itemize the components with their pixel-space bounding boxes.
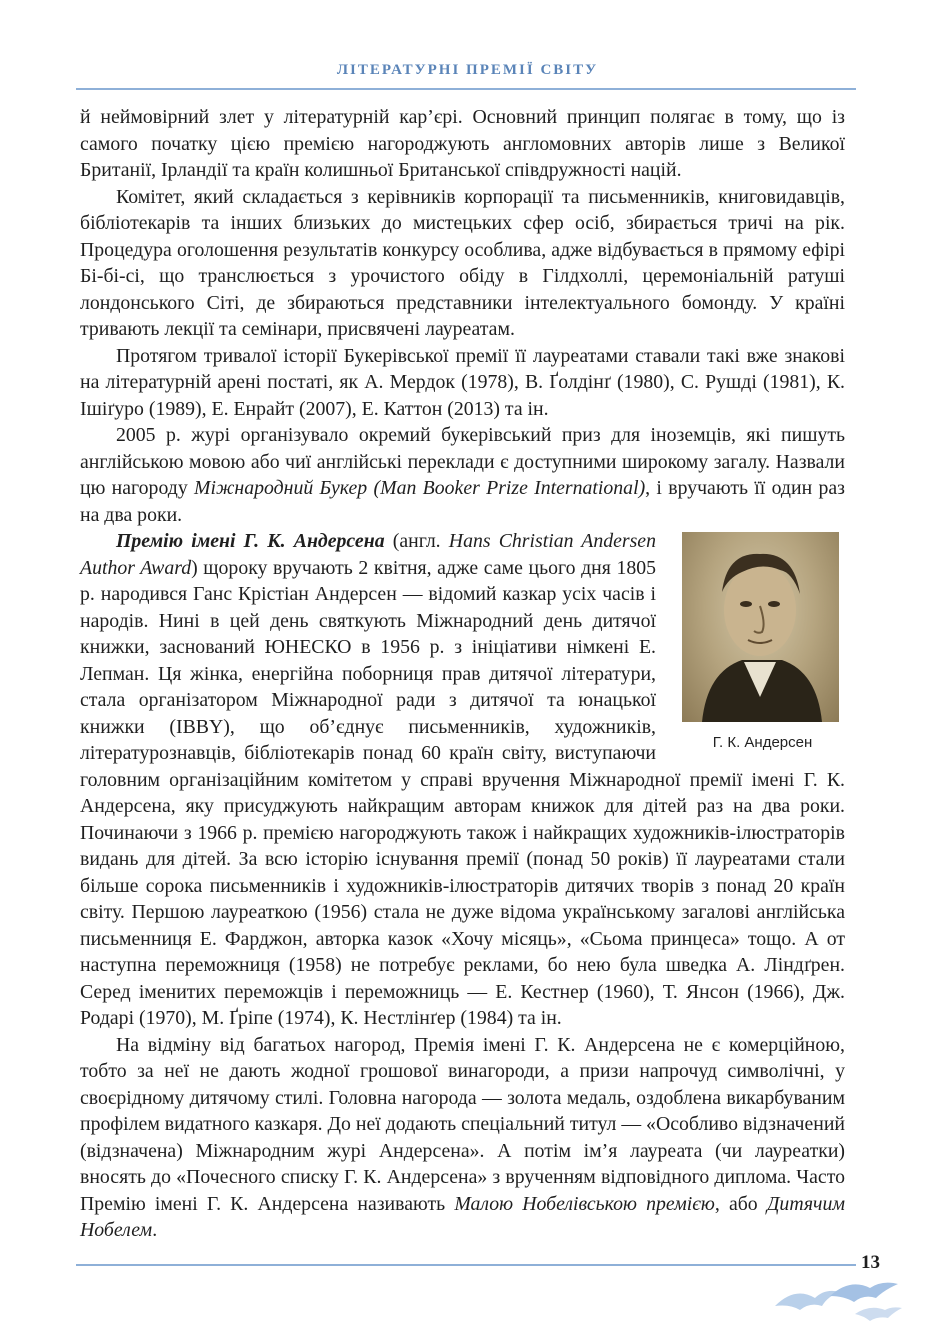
booker-international-name: Міжнародний Букер (Man Booker Prize International) — [194, 477, 646, 499]
children-nobel-name: Дитячим Нобелем — [80, 1192, 845, 1241]
figure-caption: Г. К. Андерсен — [712, 734, 813, 751]
andersen-award-english: Hans Christian Andersen Author Award — [80, 530, 656, 579]
andersen-portrait — [682, 532, 839, 722]
paragraph-6-connector: , або — [714, 1192, 767, 1215]
paragraph-1: й неймовірний злет у літературній кар’єрі. Основний принцип полягає в тому, що із самого початку цією премією нагороджують англомовних авторів лише з Великої Британії, Ірландії та країн колишньої Британської співдружності націй. — [80, 106, 845, 181]
running-header: ЛІТЕРАТУРНІ ПРЕМІЇ СВІТУ — [336, 62, 599, 78]
paragraph-4-end: , і вручають її один раз на два роки. — [80, 477, 845, 526]
birds-decoration-icon — [770, 1266, 910, 1326]
paragraph-4-text: 2005 р. журі організувало окремий букерівський приз для іноземців, які пишуть англійською мовою або чиї англійські переклади є доступними широкому загалу. Назвали цю нагороду — [80, 424, 845, 499]
andersen-award-name: Премію імені Г. К. Андерсена — [116, 530, 385, 552]
paragraph-4 — [80, 422, 845, 528]
paragraph-3: Протягом тривалої історії Букерівської премії її лауреатами ставали такі вже знакові на літературній арені постаті, як А. Мердок (1978), В. Ґолдінґ (1980), С. Рушді (1981), К. Ішіґуро (1989), Е. Енрайт (2007), Е. Каттон (2013) та ін. — [80, 344, 845, 420]
header-rule — [76, 88, 856, 90]
paragraph-6-end: . — [152, 1219, 158, 1241]
paragraph-2: Комітет, який складається з керівників корпорації та письменників, книговидавців, бібліотекарів та інших близьких до мистецьких сфер осіб, збирається тричі на рік. Процедура оголошення результатів конкурсу особлива, адже відбувається в прямому ефірі Бі-бі-сі, що транслюється з урочистого обіду в Гілдхоллі, церемоніальній ратуші лондонського Сіті, де збираються представники інтелектуального бомонду. У країні тривають лекції та семінари, присвячені лауреатам. — [80, 185, 845, 340]
page-number: 13 — [861, 1252, 880, 1273]
paragraph-6 — [80, 1032, 845, 1244]
paragraph-6-text: На відміну від багатьох нагород, Премія імені Г. К. Андерсена не є комерційною, тобто за неї не дають жодної грошової винагороди, а призи напрочуд символічні, у своєрідному дитячому стилі. Головна нагорода — золота медаль, оздоблена викарбуваним профілем видатного казкаря. До неї додають спеціальний титул — «Особливо відзначений (відзначена) Міжнародним журі Андерсена». А потім ім’я лауреата (чи лауреатки) вносять до «Почесного списку Г. К. Андерсена» з врученням відповідного диплома. Часто Премію імені Г. К. Андерсена називають — [80, 1033, 845, 1215]
article-body — [80, 104, 845, 1244]
small-nobel-name: Малою Нобелівською премією — [454, 1192, 715, 1215]
footer-rule — [76, 1264, 856, 1266]
paragraph-5-text: ) щороку вручають 2 квітня, адже саме цього дня 1805 р. народився Ганс Крістіан Андерсен — відомий казкар усіх часів і народів. Нині в цей день святкують Міжнародний день дитячої книжки, заснований ЮНЕСКО в 1956 р. з ініціативи німкені Е. Лепман. Ця жінка, енергійна поборниця прав дитячої літератури, стала організатором Міжнародної ради з дитячої та юнацької книжки (IBBY), що об’єднує письменників, художників, літературознавців, бібліотекарів понад 60 країн світу, виступаючи головним організаційним комітетом у справі вручення Міжнародної премії імені Г. К. Андерсена, яку присуджують найкращим авторам книжок для дітей раз на два роки. Починаючи з 1966 р. премією нагороджують також і найкращих художників-ілюстраторів видань для дітей. За всю історію існування премії (понад 50 років) її лауреатами стали більше сорока письменників і художників-ілюстраторів дитячих творів з понад 20 країн світу. Першою лауреаткою (1956) стала не дуже відома українському загалові англійська письменниця Е. Фарджон, авторка казок «Хочу місяць», «Сьома принцеса» тощо. А от наступна переможниця (1958) не потребує реклами, бо нею була шведка А. Ліндґрен. Серед іменитих переможців і переможниць — Е. Кестнер (1960), Т. Янсон (1966), Дж. Родарі (1970), М. Ґріпе (1974), К. Нестлінґер (1984) та ін. — [80, 556, 845, 1029]
portrait-illustration — [682, 532, 839, 722]
andersen-figure — [670, 532, 845, 752]
paragraph-5-paren-open: (англ. — [384, 530, 449, 552]
